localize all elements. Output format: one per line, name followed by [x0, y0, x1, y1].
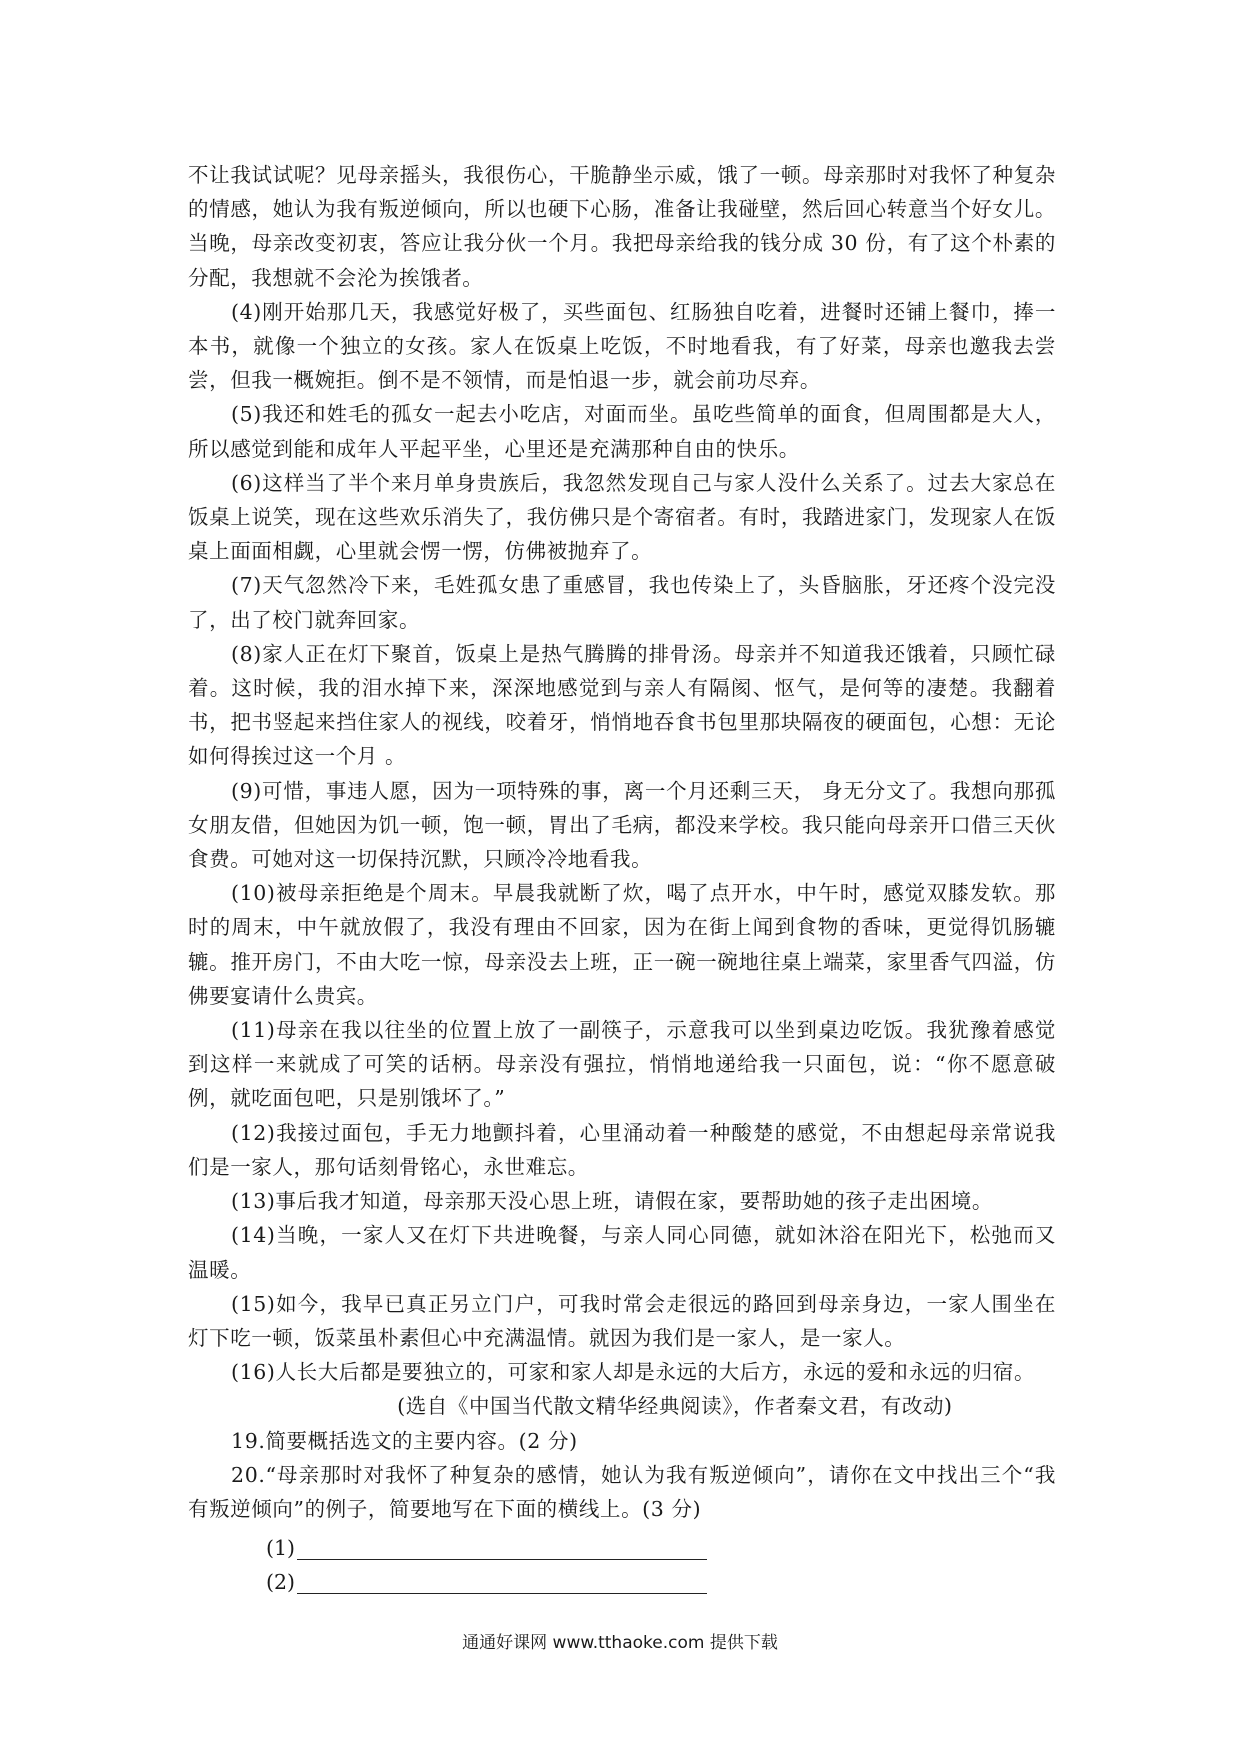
paragraph-13: (13)事后我才知道，母亲那天没心思上班，请假在家，要帮助她的孩子走出困境。: [231, 1189, 993, 1214]
paragraph-11: (11)母亲在我以往坐的位置上放了一副筷子，示意我可以坐到桌边吃饭。我犹豫着感觉到这样一来就成了可笑的话柄。母亲没有强拉，悄悄地递给我一只面包，说：“你不愿意破例，就吃面包吧，只是别饿坏了。”: [188, 1018, 1056, 1111]
paragraph-8: (8)家人正在灯下聚首，饭桌上是热气腾腾的排骨汤。母亲并不知道我还饿着，只顾忙碌着。这时候，我的泪水掉下来，深深地感觉到与亲人有隔阂、怄气，是何等的凄楚。我翻着书，把书竖起来挡住家人的视线，咬着牙，悄悄地吞食书包里那块隔夜的硬面包，心想：无论如何得挨过这一个月 。: [188, 641, 1056, 769]
paragraph-9: (9)可惜，事违人愿，因为一项特殊的事，离一个月还剩三天， 身无分文了。我想向那孤女朋友借，但她因为饥一顿，饱一顿，胃出了毛病，都没来学校。我只能向母亲开口借三天伙食费。可她对这一切保持沉默，只顾冷冷地看我。: [188, 778, 1056, 872]
page-footer: 通通好课网 www.tthaoke.com 提供下载: [462, 1633, 778, 1653]
question-20: 20.“母亲那时对我怀了种复杂的感情，她认为我有叛逆倾向”，请你在文中找出三个“我有叛逆倾向”的例子，简要地写在下面的横线上。(3 分): [188, 1462, 1056, 1521]
paragraph-14: (14)当晚，一家人又在灯下共进晚餐，与亲人同心同德，就如沐浴在阳光下，松弛而又温暖。: [188, 1223, 1056, 1282]
answer-blank-2[interactable]: [266, 1560, 1056, 1594]
blank-label-2: (2): [266, 1570, 296, 1595]
document-body: [188, 158, 1056, 1594]
paragraph-10: (10)被母亲拒绝是个周末。早晨我就断了炊，喝了点开水，中午时，感觉双膝发软。那时的周末，中午就放假了，我没有理由不回家，因为在街上闻到食物的香味，更觉得饥肠辘辘。推开房门，不由大吃一惊，母亲没去上班，正一碗一碗地往桌上端菜，家里香气四溢，仿佛要宴请什么贵宾。: [188, 881, 1056, 1008]
paragraph-4: (4)刚开始那几天，我感觉好极了，买些面包、红肠独自吃着，进餐时还铺上餐巾，捧一本书，就像一个独立的女孩。家人在饭桌上吃饭，不时地看我，有了好菜，母亲也邀我去尝尝，但我一概婉拒。倒不是不领情，而是怕退一步，就会前功尽弃。: [188, 299, 1056, 393]
paragraph-12: (12)我接过面包，手无力地颤抖着，心里涌动着一种酸楚的感觉，不由想起母亲常说我们是一家人，那句话刻骨铭心，永世难忘。: [188, 1120, 1056, 1179]
answer-blank-1[interactable]: [266, 1526, 1056, 1560]
paragraph-continued: 不让我试试呢？见母亲摇头，我很伤心，干脆静坐示威，饿了一顿。母亲那时对我怀了种复杂的情感，她认为我有叛逆倾向，所以也硬下心肠，准备让我碰壁，然后回心转意当个好女儿。当晚，母亲改变初衷，答应让我分伙一个月。我把母亲给我的钱分成 30 份，有了这个朴素的分配，我想就不会沦为挨饿者。: [188, 163, 1056, 290]
answer-line-1[interactable]: [297, 1537, 707, 1560]
paragraph-6: (6)这样当了半个来月单身贵族后，我忽然发现自己与家人没什么关系了。过去大家总在饭桌上说笑，现在这些欢乐消失了，我仿佛只是个寄宿者。有时，我踏进家门，发现家人在饭桌上面面相觑，心里就会愣一愣，仿佛被抛弃了。: [188, 470, 1056, 564]
blank-label-1: (1): [266, 1536, 296, 1561]
paragraph-16: (16)人长大后都是要独立的，可家和家人却是永远的大后方，永远的爱和永远的归宿。: [231, 1360, 1036, 1385]
paragraph-5: (5)我还和姓毛的孤女一起去小吃店，对面而坐。虽吃些简单的面食，但周围都是大人，所以感觉到能和成年人平起平坐，心里还是充满那种自由的快乐。: [188, 402, 1056, 461]
paragraph-15: (15)如今，我早已真正另立门户，可我时常会走很远的路回到母亲身边，一家人围坐在灯下吃一顿，饭菜虽朴素但心中充满温情。就因为我们是一家人，是一家人。: [188, 1291, 1056, 1350]
answer-line-2[interactable]: [297, 1571, 707, 1594]
paragraph-7: (7)天气忽然冷下来，毛姓孤女患了重感冒，我也传染上了，头昏脑胀，牙还疼个没完没了，出了校门就奔回家。: [188, 573, 1056, 632]
source-citation: (选自《中国当代散文精华经典阅读》，作者秦文君，有改动): [397, 1394, 953, 1419]
question-19: 19.简要概括选文的主要内容。(2 分): [231, 1428, 578, 1453]
